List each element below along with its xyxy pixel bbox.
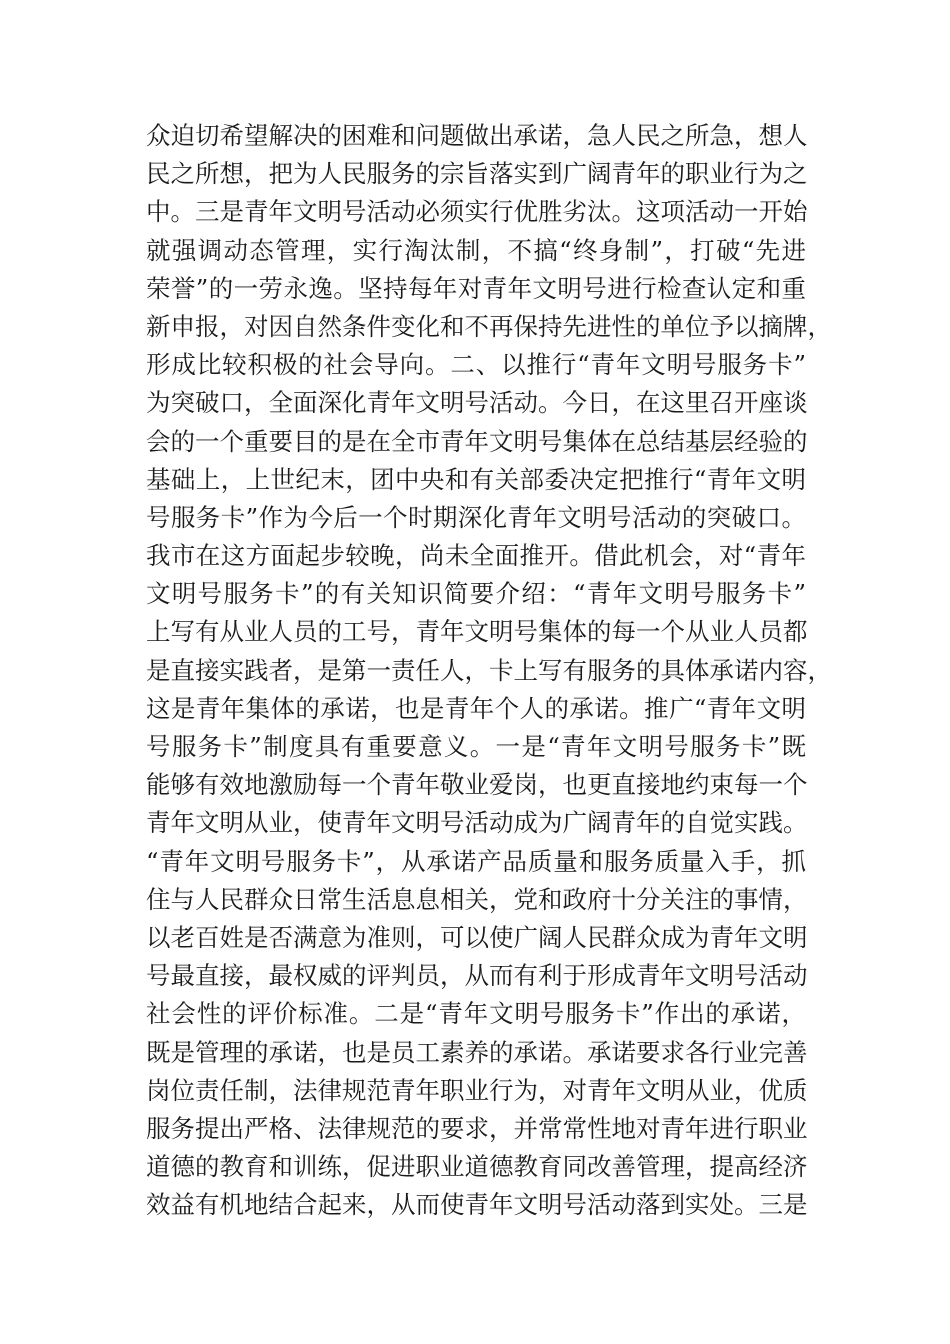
text-line: 能够有效地激励每一个青年敬业爱岗，也更直接地约束每一个 <box>146 770 808 800</box>
text-line: 号服务卡”作为今后一个时期深化青年文明号活动的突破口。 <box>146 502 806 532</box>
text-line: 岗位责任制，法律规范青年职业行为，对青年文明从业，优质 <box>146 1075 808 1105</box>
text-line: 为突破口，全面深化青年文明号活动。今日，在这里召开座谈 <box>146 388 808 418</box>
text-line: 是直接实践者，是第一责任人，卡上写有服务的具体承诺内容， <box>146 655 832 685</box>
body-text <box>146 117 832 1224</box>
text-line: 基础上，上世纪末，团中央和有关部委决定把推行“青年文明 <box>146 464 806 494</box>
text-line: 以老百姓是否满意为准则，可以使广阔人民群众成为青年文明 <box>146 922 808 952</box>
text-line: 服务提出严格、法律规范的要求，并常常性地对青年进行职业 <box>146 1113 808 1143</box>
text-line: 这是青年集体的承诺，也是青年个人的承诺。推广“青年文明 <box>146 693 806 723</box>
text-line: 形成比较积极的社会导向。二、以推行“青年文明号服务卡” <box>146 350 806 380</box>
text-line: 上写有从业人员的工号，青年文明号集体的每一个从业人员都 <box>146 617 808 647</box>
text-line: 社会性的评价标准。二是“青年文明号服务卡”作出的承诺， <box>146 999 806 1029</box>
text-line: 就强调动态管理，实行淘汰制，不搞“终身制”，打破“先进 <box>146 235 806 265</box>
text-line: 我市在这方面起步较晚，尚未全面推开。借此机会，对“青年 <box>146 541 806 571</box>
text-line: “青年文明号服务卡”，从承诺产品质量和服务质量入手，抓 <box>146 846 806 876</box>
text-line: 新申报，对因自然条件变化和不再保持先进性的单位予以摘牌， <box>146 311 832 341</box>
text-line: 住与人民群众日常生活息息相关，党和政府十分关注的事情， <box>146 884 808 914</box>
text-line: 号最直接，最权威的评判员，从而有利于形成青年文明号活动 <box>146 961 808 991</box>
text-line: 既是管理的承诺，也是员工素养的承诺。承诺要求各行业完善 <box>146 1037 808 1067</box>
text-line: 民之所想，把为人民服务的宗旨落实到广阔青年的职业行为之 <box>146 159 808 189</box>
text-line: 会的一个重要目的是在全市青年文明号集体在总结基层经验的 <box>146 426 808 456</box>
text-line: 道德的教育和训练，促进职业道德教育同改善管理，提高经济 <box>146 1152 808 1182</box>
text-line: 中。三是青年文明号活动必须实行优胜劣汰。这项活动一开始 <box>146 197 808 227</box>
text-line: 众迫切希望解决的困难和问题做出承诺，急人民之所急，想人 <box>146 121 808 150</box>
text-line: 号服务卡”制度具有重要意义。一是“青年文明号服务卡”既 <box>146 732 806 761</box>
text-line: 文明号服务卡”的有关知识简要介绍：“青年文明号服务卡” <box>146 579 806 609</box>
text-line: 青年文明从业，使青年文明号活动成为广阔青年的自觉实践。 <box>146 808 808 838</box>
text-line: 效益有机地结合起来，从而使青年文明号活动落到实处。三是 <box>146 1190 808 1220</box>
text-line: 荣誉”的一劳永逸。坚持每年对青年文明号进行检查认定和重 <box>146 273 806 303</box>
